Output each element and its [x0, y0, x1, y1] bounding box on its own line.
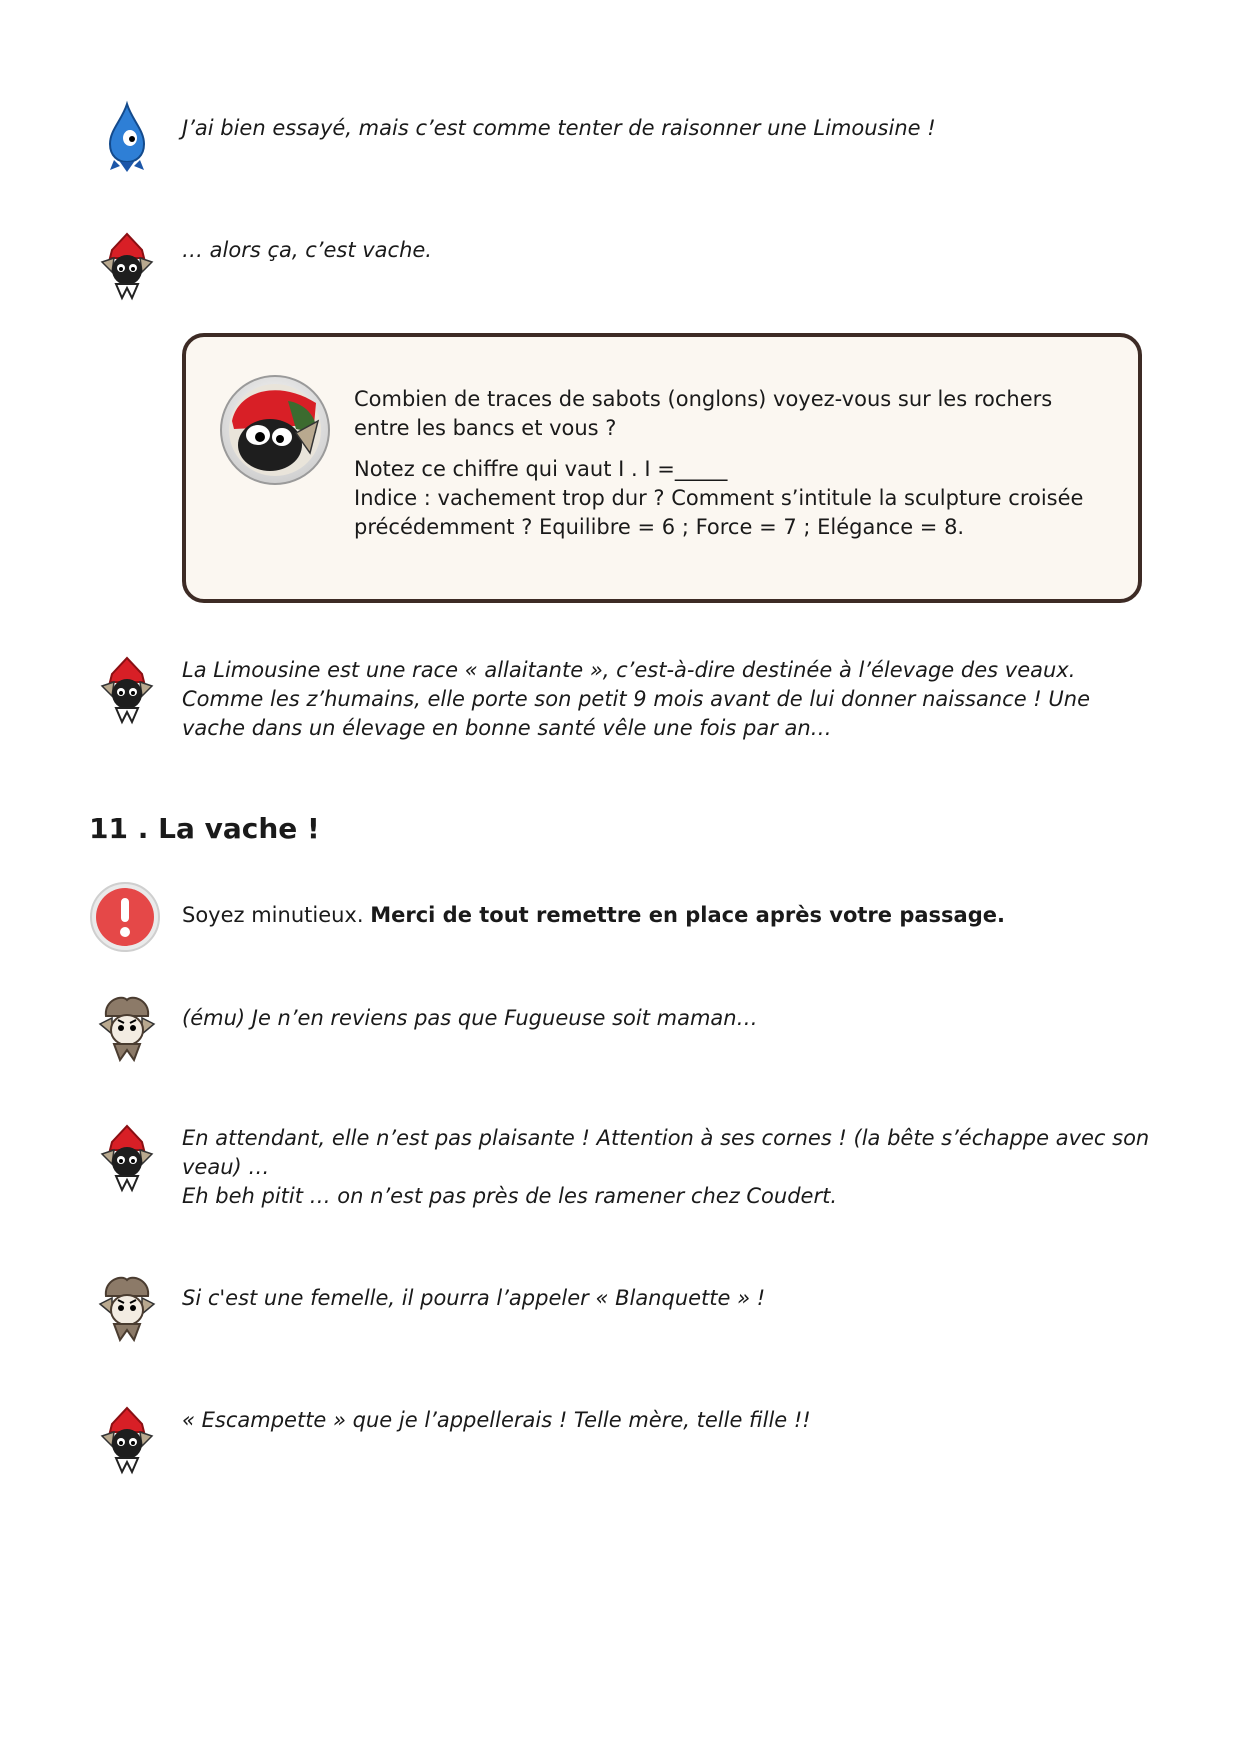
red-hat-goblin-icon [92, 228, 162, 302]
riddle-question: Combien de traces de sabots (onglons) voyez-vous sur les rochers entre les bancs et vous ? [354, 387, 1053, 440]
red-hat-goblin-icon [92, 1120, 162, 1194]
dialogue-text-line: En attendant, elle n’est pas plaisante ! Attention à ses cornes ! (la bête s’échappe avec son veau) … [182, 1126, 1150, 1179]
red-hat-goblin-icon [92, 1402, 162, 1476]
dialogue-text: J’ai bien essayé, mais c’est comme tenter de raisonner une Limousine ! [182, 116, 936, 140]
dialogue-text: La Limousine est une race « allaitante », c’est-à-dire destinée à l’élevage des veaux. Comme les z’humains, elle porte son petit 9 mois avant de lui donner naissance ! Une vache dans un élevage en bonne santé vêle une fois par an… [182, 658, 1090, 740]
warning-bold: Merci de tout remettre en place après votre passage. [370, 903, 1005, 927]
section-title: 11 . La vache ! [89, 812, 320, 845]
water-drop-icon [92, 100, 162, 174]
red-hat-goblin-icon [92, 652, 162, 726]
goblin-badge-icon [218, 373, 332, 487]
warning-text [182, 901, 1152, 930]
dialogue-text-line: Eh beh pitit … on n’est pas près de les ramener chez Coudert. [182, 1184, 838, 1208]
dialogue-text: (ému) Je n’en reviens pas que Fugueuse soit maman… [182, 1006, 758, 1030]
dialogue-text [182, 1124, 1152, 1211]
riddle-text [354, 385, 1114, 554]
dialogue-text: « Escampette » que je l’appellerais ! Telle mère, telle fille !! [182, 1408, 811, 1432]
dialogue-text: … alors ça, c’est vache. [182, 238, 432, 262]
riddle-answer-line: Notez ce chiffre qui vaut I . I =_____ [354, 457, 728, 481]
exclamation-icon [90, 880, 160, 954]
riddle-box [182, 333, 1142, 603]
riddle-hint: Indice : vachement trop dur ? Comment s’intitule la sculpture croisée précédemment ? Equilibre = 6 ; Force = 7 ; Elégance = 8. [354, 486, 1084, 539]
dialogue-text: Si c'est une femelle, il pourra l’appeler « Blanquette » ! [182, 1286, 766, 1310]
warning-plain: Soyez minutieux. [182, 903, 371, 927]
brown-goblin-icon [92, 990, 162, 1064]
brown-goblin-icon [92, 1270, 162, 1344]
